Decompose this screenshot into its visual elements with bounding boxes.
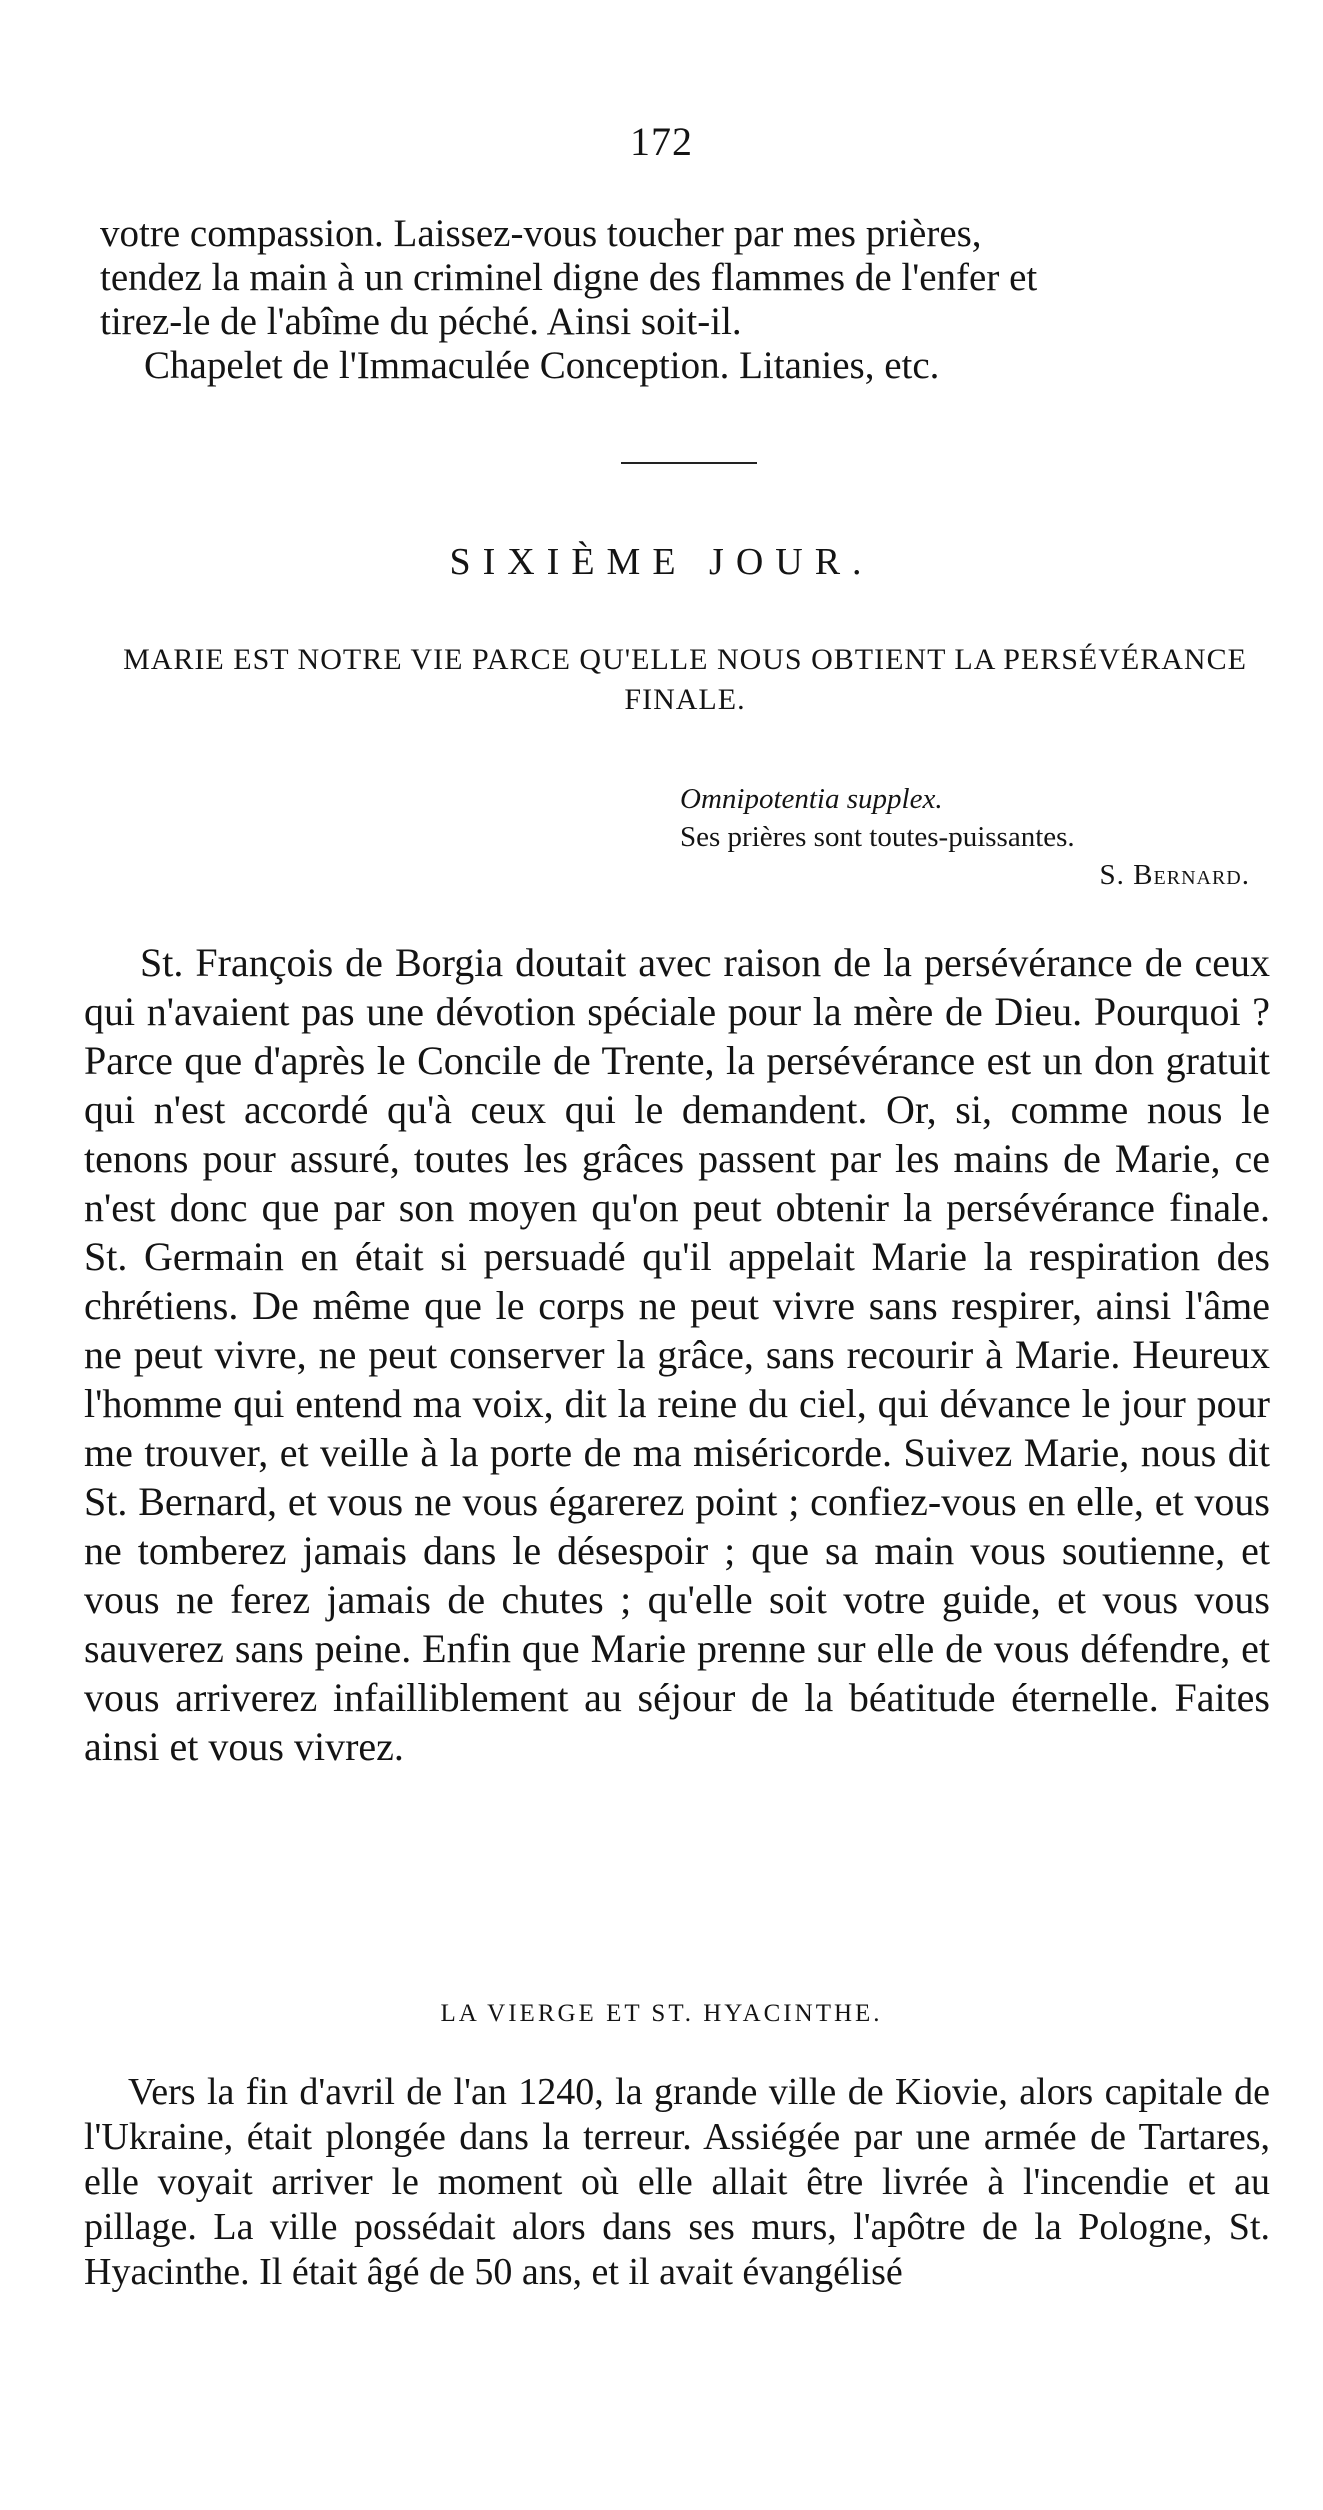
main-paragraph: St. François de Borgia doutait avec raison de la persévérance de ceux qui n'avaient pas une dévotion spéciale pour la mère de Dieu. Pourquoi ? Parce que d'après le Concile de Trente, la persévérance est un don gratuit qui n'est accordé qu'à ceux qui le demandent. Or, si, comme nous le tenons pour assuré, toutes les grâces passent par les mains de Marie, ce n'est donc que par son moyen qu'on peut obtenir la persévérance finale. St. Germain en était si persuadé qu'il appelait Marie la respiration des chrétiens. De même que le corps ne peut vivre sans respirer, ainsi l'âme ne peut vivre, ne peut conserver la grâce, sans recourir à Marie. Heureux l'homme qui entend ma voix, dit la reine du ciel, qui dévance le jour pour me trouver, et veille à la porte de ma miséricorde. Suivez Marie, nous dit St. Bernard, et vous ne vous égarerez point ; confiez-vous en elle, et vous ne tomberez jamais dans le désespoir ; que sa main vous soutienne, et vous ne ferez jamais de chutes ; qu'elle soit votre guide, et vous vous sauverez sans peine. Enfin que Marie prenne sur elle de vous défendre, et vous arriverez infailliblement au séjour de la béatitude éternelle. Faites ainsi et vous vivrez. <box>84 940 1270 1769</box>
epigraph <box>680 780 1270 894</box>
intro-prayer-ending <box>100 212 1270 388</box>
intro-text <box>100 212 1270 388</box>
epigraph-attribution: S. Bernard. <box>1099 859 1250 891</box>
intro-line: tendez la main à un criminel digne des flammes de l'enfer et <box>100 256 1038 299</box>
intro-line: tirez-le de l'abîme du péché. Ainsi soit-il. <box>100 300 742 343</box>
story-paragraph: Vers la fin d'avril de l'an 1240, la grande ville de Kiovie, alors capitale de l'Ukraine, était plongée dans la terreur. Assiégée par une armée de Tartares, elle voyait arriver le moment où elle allait être livrée à l'incendie et au pillage. La ville possédait alors dans ses murs, l'apôtre de la Pologne, St. Hyacinthe. Il était âgé de 50 ans, et il avait évangélisé <box>84 2071 1270 2293</box>
intro-line: votre compassion. Laissez-vous toucher par mes prières, <box>100 212 982 255</box>
intro-line: Chapelet de l'Immaculée Conception. Litanies, etc. <box>144 344 940 387</box>
chapter-title: MARIE EST NOTRE VIE PARCE QU'ELLE NOUS OBTIENT LA PERSÉVÉRANCE FINALE. <box>123 643 1247 716</box>
epigraph-french: Ses prières sont toutes-puissantes. <box>680 821 1075 853</box>
epigraph-latin: Omnipotentia supplex. <box>680 783 943 815</box>
page-number: 172 <box>630 119 693 164</box>
day-title: SIXIÈME JOUR. <box>449 541 874 583</box>
section-divider <box>621 462 757 464</box>
story-title: LA VIERGE ET ST. HYACINTHE. <box>440 2000 883 2027</box>
